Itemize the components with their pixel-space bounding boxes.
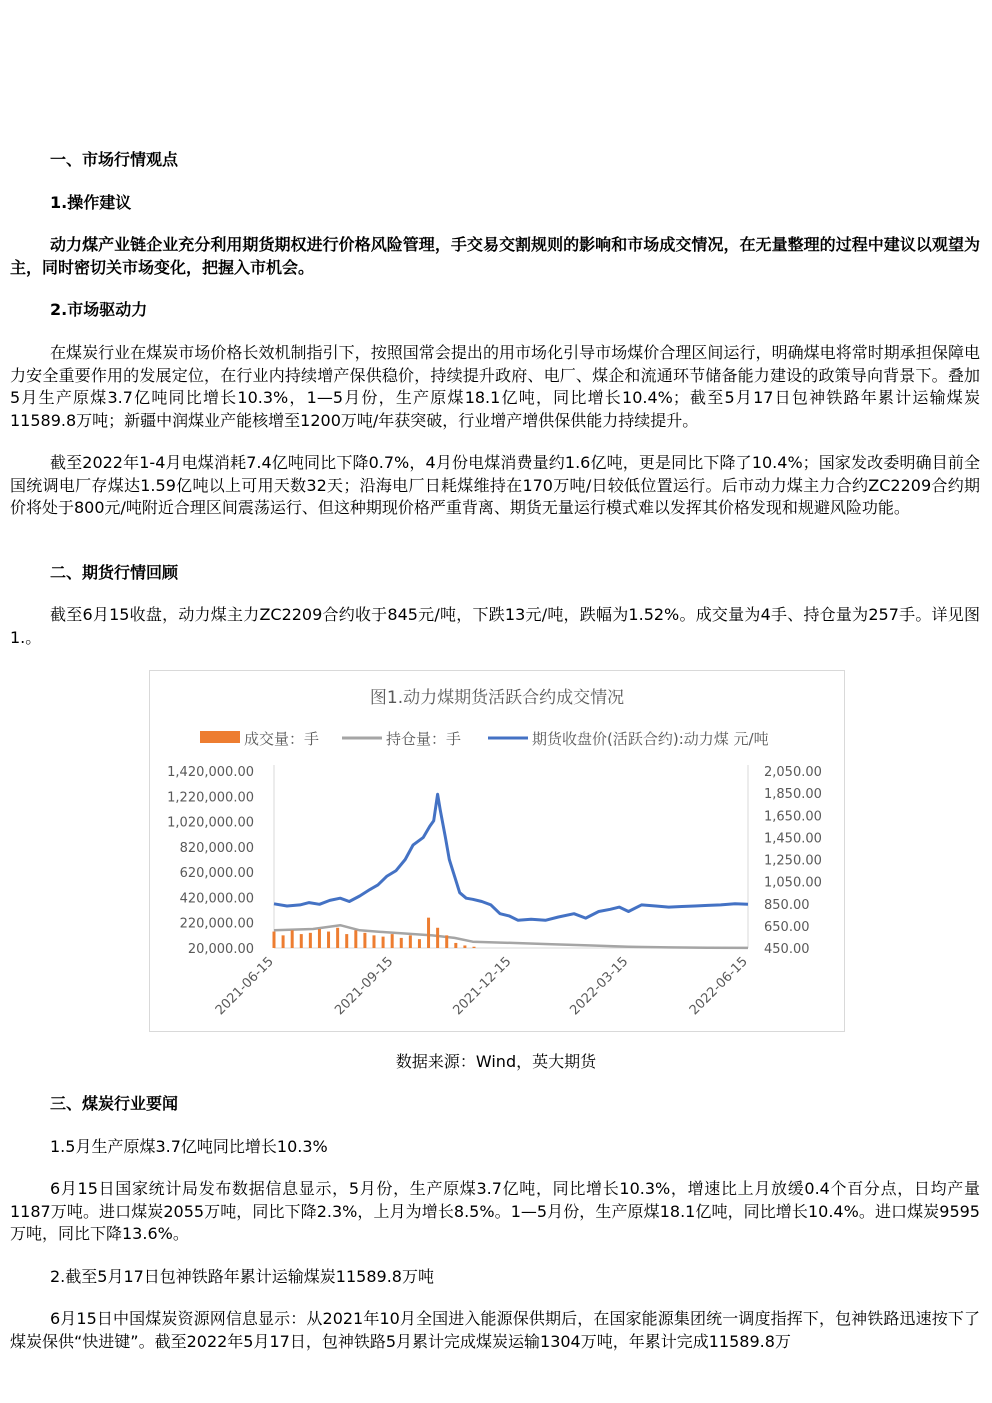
- volume-bar: [391, 934, 394, 948]
- volume-bar: [345, 934, 348, 948]
- legend-label-1: 持仓量：手: [386, 730, 462, 748]
- right-axis-tick-label: 1,850.00: [764, 787, 822, 803]
- volume-bar: [400, 938, 403, 948]
- volume-bar: [454, 943, 457, 948]
- right-axis-tick-label: 1,050.00: [764, 875, 822, 891]
- left-axis-tick-label: 220,000.00: [179, 916, 254, 932]
- right-axis-tick-label: 1,650.00: [764, 809, 822, 825]
- news-item-1-text: 6月15日国家统计局发布数据信息显示，5月份，生产原煤3.7亿吨，同比增长10.3%，增速比上月放缓0.4个百分点，日均产量1187万吨。进口煤炭2055万吨，同比下降2.3%，上月为增长8.5%。1—5月份，生产原煤18.1亿吨，同比增长10.4%。进口煤炭9595万吨，同比下降13.6%。: [10, 1179, 980, 1243]
- left-axis-tick-label: 820,000.00: [179, 840, 254, 856]
- right-axis-tick-label: 650.00: [764, 919, 810, 935]
- volume-bar: [409, 935, 412, 948]
- advice-paragraph: 动力煤产业链企业充分利用期货期权进行价格风险管理，手交易交割规则的影响和市场成交情况，在无量整理的过程中建议以观望为主，同时密切关市场变化，把握入市机会。: [10, 235, 980, 277]
- right-axis-tick-label: 1,250.00: [764, 853, 822, 869]
- left-axis-tick-label: 620,000.00: [179, 866, 254, 882]
- futures-chart: [149, 670, 845, 1032]
- left-axis-tick-label: 1,220,000.00: [167, 790, 254, 806]
- volume-bar: [472, 947, 475, 948]
- right-axis-tick-label: 1,450.00: [764, 831, 822, 847]
- x-axis-tick-label: 2021-12-15: [450, 954, 515, 1019]
- futures-review-paragraph: 截至6月15收盘，动力煤主力ZC2209合约收于845元/吨，下跌13元/吨，跌幅为1.52%。成交量为4手、持仓量为257手。详见图1.。: [10, 605, 980, 647]
- chart-legend: [200, 730, 769, 748]
- subsection-title-drivers: 2.市场驱动力: [50, 300, 148, 319]
- volume-bar: [445, 935, 448, 948]
- volume-bar: [427, 918, 430, 948]
- right-axis-tick-label: 450.00: [764, 942, 810, 957]
- drivers-paragraph-1: 在煤炭行业在煤炭市场价格长效机制指引下，按照国常会提出的用市场化引导市场煤价合理区间运行，明确煤电将常时期承担保障电力安全重要作用的发展定位，在行业内持续增产保供稳价，持续提升政府、电厂、煤企和流通环节储备能力建设的政策导向背景下。叠加5月生产原煤3.7亿吨同比增长10.3%，1—5月份，生产原煤18.1亿吨，同比增长10.4%；截至5月17日包神铁路年累计运输煤炭11589.8万吨；新疆中润煤业产能核增至1200万吨/年获突破，行业增产增供保供能力持续提升。: [10, 343, 980, 430]
- legend-swatch-volume: [200, 731, 240, 743]
- news-item-2-text: 6月15日中国煤炭资源网信息显示：从2021年10月全国进入能源保供期后，在国家能源集团统一调度指挥下，包神铁路迅速按下了煤炭保供“快进键”。截至2022年5月17日，包神铁路5月累计完成煤炭运输1304万吨，年累计完成11589.8万: [10, 1309, 980, 1351]
- volume-bar: [372, 935, 375, 948]
- section-title-market-view: 一、市场行情观点: [50, 150, 179, 169]
- x-axis-tick-label: 2022-06-15: [686, 954, 751, 1019]
- right-axis-tick-label: 2,050.00: [764, 765, 822, 780]
- volume-bar: [273, 932, 276, 948]
- section-title-futures-review: 二、期货行情回顾: [50, 563, 179, 582]
- volume-bar: [354, 930, 357, 948]
- volume-bar: [300, 934, 303, 948]
- volume-bar: [436, 928, 439, 948]
- volume-bar: [282, 935, 285, 948]
- left-axis-tick-label: 420,000.00: [179, 891, 254, 907]
- x-axis-tick-label: 2021-09-15: [332, 954, 397, 1019]
- volume-bar: [336, 928, 339, 948]
- legend-label-0: 成交量：手: [244, 730, 320, 748]
- legend-label-2: 期货收盘价(活跃合约):动力煤 元/吨: [532, 730, 769, 748]
- right-axis-tick-label: 850.00: [764, 897, 810, 913]
- volume-bar: [309, 933, 312, 948]
- x-axis-tick-label: 2021-06-15: [212, 954, 277, 1019]
- volume-bar: [363, 933, 366, 948]
- left-axis-tick-label: 1,020,000.00: [167, 815, 254, 831]
- chart-svg: [150, 671, 844, 1031]
- chart-source: 数据来源：Wind，英大期货: [395, 1052, 597, 1071]
- subsection-title-advice: 1.操作建议: [50, 193, 132, 212]
- chart-title: 图1.动力煤期货活跃合约成交情况: [369, 688, 625, 708]
- left-axis-tick-label: 1,420,000.00: [167, 765, 254, 780]
- volume-bar: [291, 930, 294, 948]
- volume-bar: [418, 939, 421, 948]
- section-title-industry-news: 三、煤炭行业要闻: [50, 1094, 179, 1113]
- volume-bar: [382, 937, 385, 948]
- chart-axes: [167, 765, 822, 1018]
- price-line: [274, 794, 748, 920]
- drivers-paragraph-2: 截至2022年1-4月电煤消耗7.4亿吨同比下降0.7%，4月份电煤消费量约1.6亿吨，更是同比下降了10.4%；国家发改委明确目前全国统调电厂存煤达1.59亿吨以上可用天数32天；沿海电厂日耗煤维持在170万吨/日较低位置运行。后市动力煤主力合约ZC2209合约期价将处于800元/吨附近合理区间震荡运行、但这种期现价格严重背离、期货无量运行模式难以发挥其价格发现和规避风险功能。: [10, 453, 980, 517]
- open-interest-line: [274, 925, 748, 948]
- volume-bar: [318, 929, 321, 948]
- chart-marks: [273, 794, 749, 948]
- volume-bar: [463, 945, 466, 948]
- news-item-1-title: 1.5月生产原煤3.7亿吨同比增长10.3%: [50, 1137, 328, 1156]
- x-axis-tick-label: 2022-03-15: [567, 954, 632, 1019]
- volume-bar: [327, 932, 330, 948]
- left-axis-tick-label: 20,000.00: [187, 942, 254, 957]
- news-item-2-title: 2.截至5月17日包神铁路年累计运输煤炭11589.8万吨: [50, 1267, 434, 1286]
